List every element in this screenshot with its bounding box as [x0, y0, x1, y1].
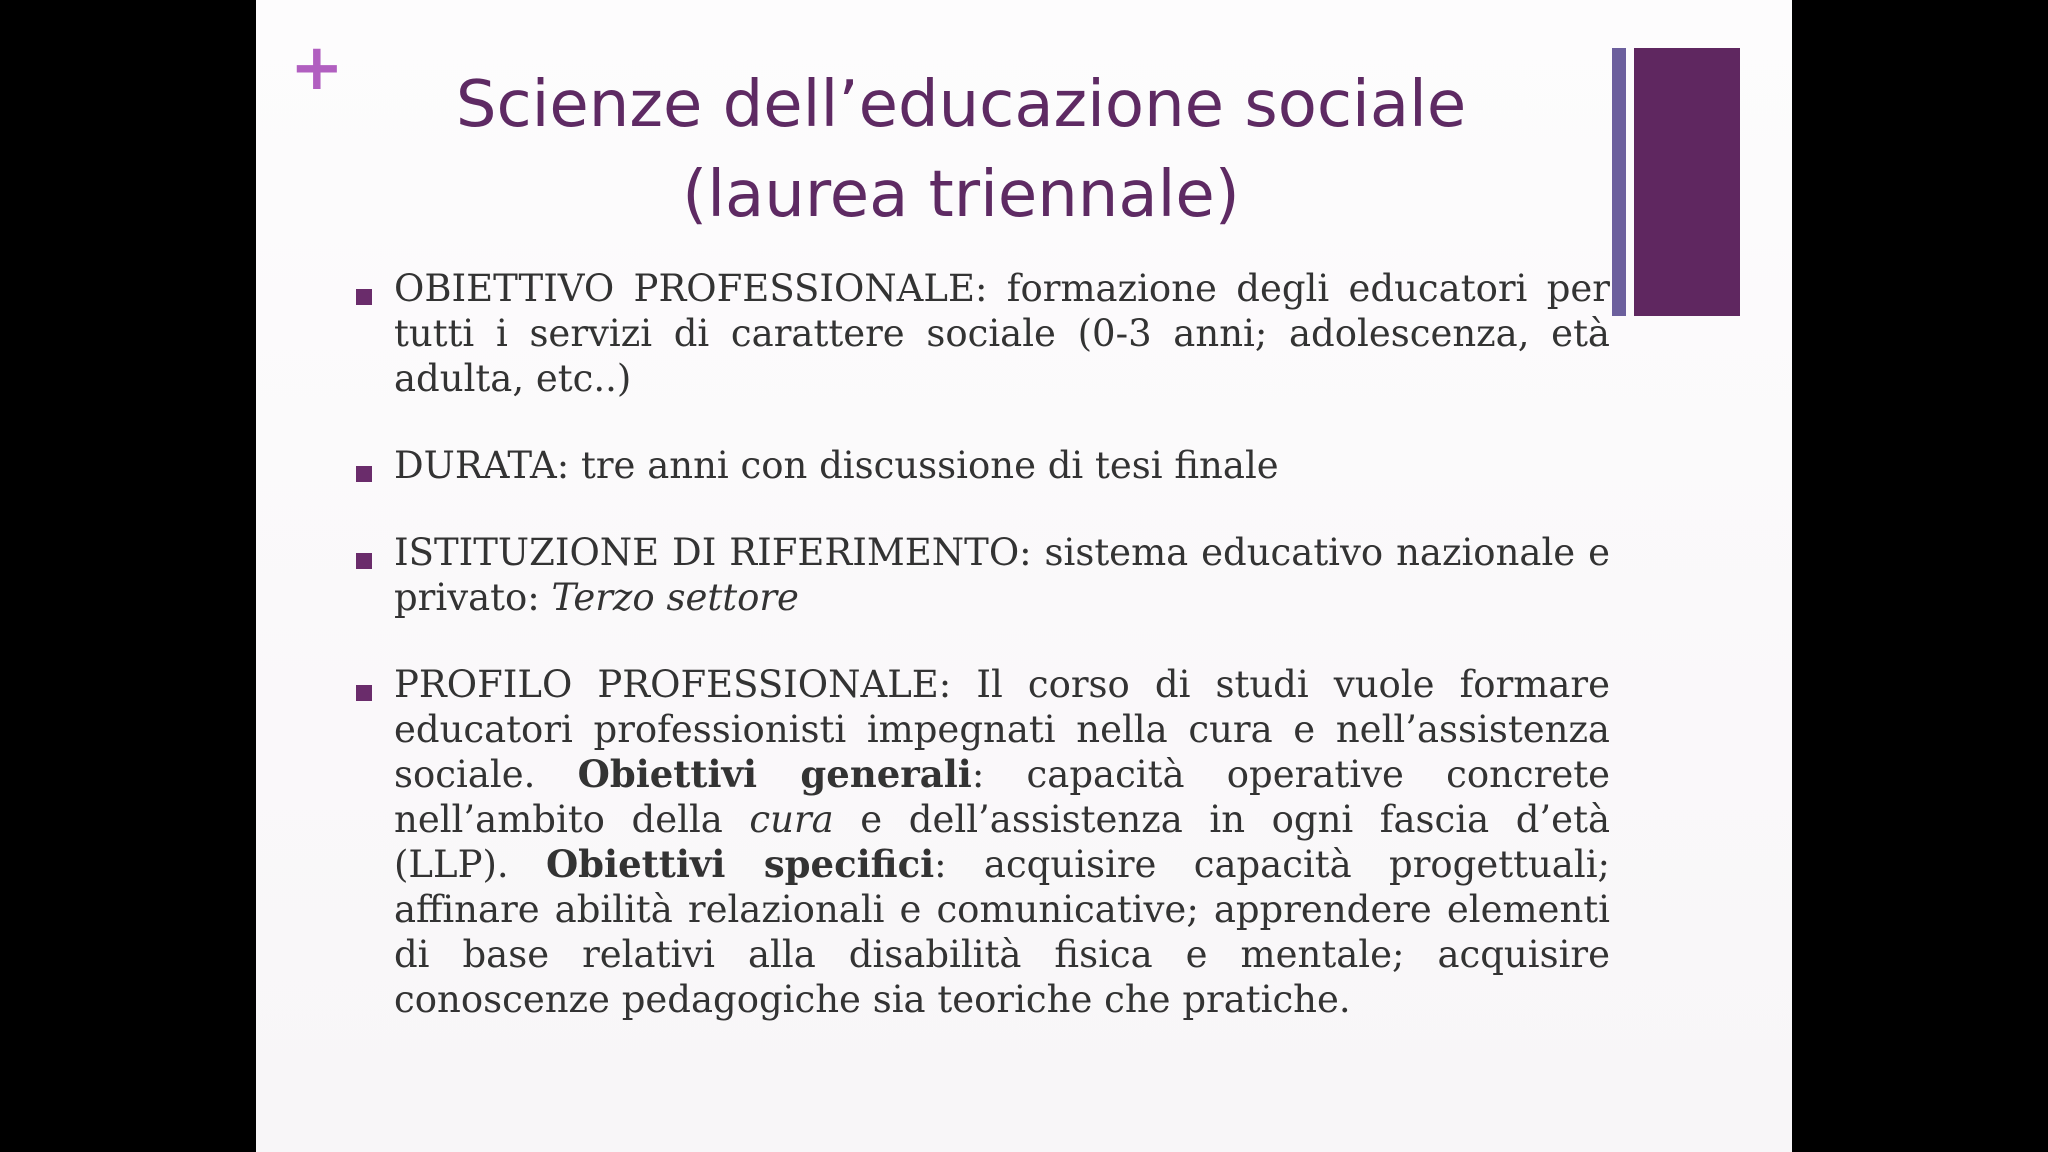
accent-bar-thin	[1612, 48, 1626, 316]
bullet-text-bold: Obiettivi generali	[577, 752, 972, 796]
bullet-item-durata	[356, 443, 1610, 488]
presentation-slide	[256, 0, 1792, 1152]
bullet-square-icon	[356, 266, 394, 311]
bullet-list	[356, 266, 1610, 1064]
bullet-text-part: : acquisire capacità progettuali; affinare abilità relazionali e comunicative; apprendere elementi di base relativi alla disabilità fisica e mentale; acquisire conoscenze pedagogiche sia teoriche che pratiche.	[394, 843, 1610, 1021]
bullet-text-italic: cura	[749, 798, 834, 841]
bullet-text-part: DURATA: tre anni con discussione di tesi finale	[394, 444, 1279, 487]
slide-title-line-1: Scienze dell’educazione sociale	[455, 68, 1467, 142]
bullet-item-obiettivo	[356, 266, 1610, 401]
bullet-text-bold: Obiettivi specifici	[545, 842, 935, 886]
slide-title-line-2: (laurea triennale)	[682, 158, 1240, 232]
bullet-item-profilo	[356, 662, 1610, 1022]
bullet-text-part: e dell’assistenza in ogni fascia d’età (LLP).	[394, 798, 1610, 886]
bullet-text-part: ISTITUZIONE DI RIFERIMENTO: sistema educativo nazionale e privato:	[394, 531, 1610, 619]
bullet-square-icon	[356, 530, 394, 575]
slide-title	[316, 60, 1606, 240]
bullet-text	[394, 266, 1610, 401]
bullet-text-part: PROFILO PROFESSIONALE: Il corso di studi vuole formare educatori professionisti impegnati nella cura e nell’assistenza sociale.	[394, 663, 1610, 796]
bullet-text	[394, 530, 1610, 620]
bullet-text-italic: Terzo settore	[551, 576, 799, 619]
bullet-square-icon	[356, 443, 394, 488]
bullet-text-part: OBIETTIVO PROFESSIONALE: formazione degli educatori per tutti i servizi di carattere sociale (0-3 anni; adolescenza, età adulta, etc..)	[394, 267, 1610, 400]
bullet-square-icon	[356, 662, 394, 707]
bullet-text-part: : capacità operative concrete nell’ambito della	[394, 753, 1610, 841]
bullet-text	[394, 443, 1610, 488]
bullet-text	[394, 662, 1610, 1022]
accent-bar-wide	[1634, 48, 1740, 316]
bullet-item-istituzione	[356, 530, 1610, 620]
plus-icon: +	[290, 31, 344, 105]
